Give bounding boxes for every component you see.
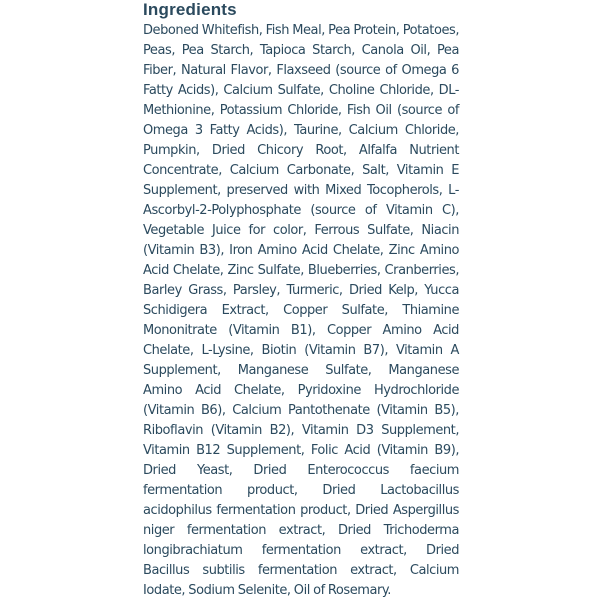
ingredients-panel (143, 0, 459, 601)
ingredients-heading: Ingredients (143, 0, 237, 19)
ingredients-list: Deboned Whitefish, Fish Meal, Pea Protein, Potatoes, Peas, Pea Starch, Tapioca Starch, Canola Oil, Pea Fiber, Natural Flavor, Flaxseed (source of Omega 6 Fatty Acids), Calcium Sulfate, Choline Chloride, DL-Methionine, Potassium Chloride, Fish Oil (source of Omega 3 Fatty Acids), Taurine, Calcium Chloride, Pumpkin, Dried Chicory Root, Alfalfa Nutrient Concentrate, Calcium Carbonate, Salt, Vitamin E Supplement, preserved with Mixed Tocopherols, L-Ascorbyl-2-Polyphosphate (source of Vitamin C), Vegetable Juice for color, Ferrous Sulfate, Niacin (Vitamin B3), Iron Amino Acid Chelate, Zinc Amino Acid Chelate, Zinc Sulfate, Blueberries, Cranberries, Barley Grass, Parsley, Turmeric, Dried Kelp, Yucca Schidigera Extract, Copper Sulfate, Thiamine Mononitrate (Vitamin B1), Copper Amino Acid Chelate, L-Lysine, Biotin (Vitamin B7), Vitamin A Supplement, Manganese Sulfate, Manganese Amino Acid Chelate, Pyridoxine Hydrochloride (Vitamin B6), Calcium Pantothenate (Vitamin B5), Riboflavin (Vitamin B2), Vitamin D3 Supplement, Vitamin B12 Supplement, Folic Acid (Vitamin B9), Dried Yeast, Dried Enterococcus faecium fermentation product, Dried Lactobacillus acidophilus fermentation product, Dried Aspergillus niger fermentation extract, Dried Trichoderma longibrachiatum fermentation extract, Dried Bacillus subtilis fermentation extract, Calcium Iodate, Sodium Selenite, Oil of Rosemary. (143, 23, 459, 598)
